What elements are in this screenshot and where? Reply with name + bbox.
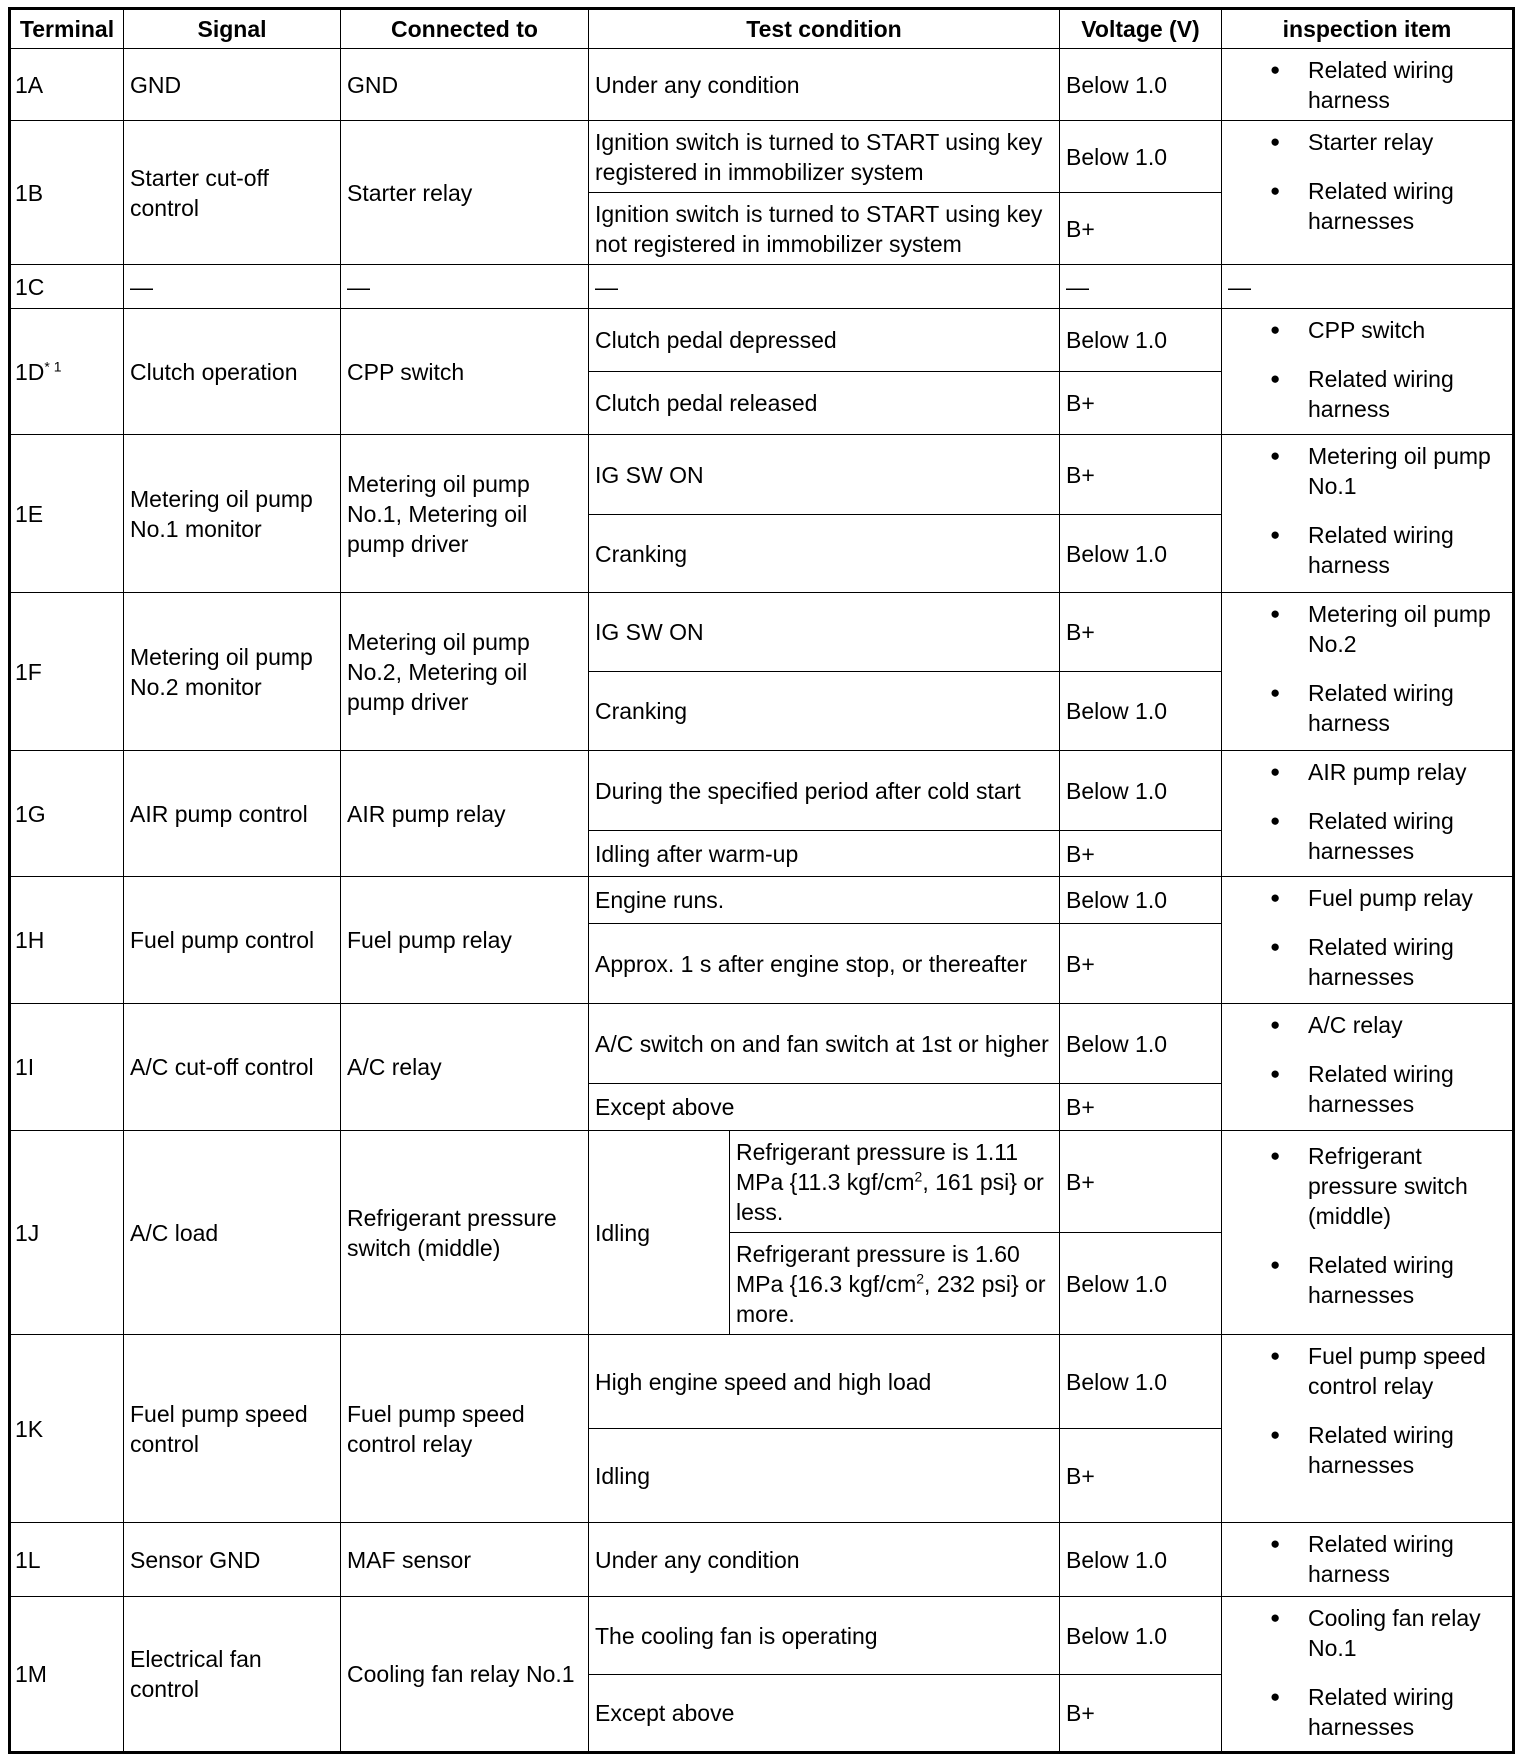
- inspection-cell: [1222, 49, 1514, 121]
- signal-cell: GND: [124, 49, 341, 121]
- inspection-cell: [1222, 309, 1514, 435]
- connected-to-cell: A/C relay: [341, 1004, 589, 1131]
- inspection-list: [1226, 1010, 1508, 1119]
- inspection-list: [1226, 1141, 1508, 1310]
- inspection-item: ● Fuel pump speed control relay: [1226, 1341, 1508, 1401]
- test-condition-cell: Idling after warm-up: [589, 831, 1060, 877]
- inspection-cell: [1222, 593, 1514, 751]
- terminal-cell: 1A: [10, 49, 124, 121]
- inspection-item: ● Related wiring harness: [1226, 55, 1508, 115]
- voltage-cell: Below 1.0: [1060, 877, 1222, 924]
- table-row: [10, 877, 1514, 924]
- inspection-cell: [1222, 751, 1514, 877]
- inspection-cell: [1222, 1131, 1514, 1335]
- superscript: 2: [914, 1167, 923, 1184]
- terminal-cell: 1F: [10, 593, 124, 751]
- inspection-list: [1226, 1529, 1508, 1589]
- test-condition-cell: Ignition switch is turned to START using key registered in immobilizer system: [589, 121, 1060, 193]
- inspection-list: [1226, 55, 1508, 115]
- voltage-cell: Below 1.0: [1060, 1335, 1222, 1429]
- signal-cell: A/C cut-off control: [124, 1004, 341, 1131]
- table-row: [10, 435, 1514, 515]
- voltage-cell: B+: [1060, 831, 1222, 877]
- terminal-cell: 1I: [10, 1004, 124, 1131]
- inspection-item: ● Related wiring harness: [1226, 678, 1508, 738]
- inspection-item: ● Related wiring harnesses: [1226, 1420, 1508, 1480]
- test-condition-cell: IG SW ON: [589, 435, 1060, 515]
- test-condition-cell: Clutch pedal released: [589, 372, 1060, 435]
- inspection-item: ● Related wiring harnesses: [1226, 1059, 1508, 1119]
- test-condition-cell: Cranking: [589, 515, 1060, 593]
- test-condition-cell: Ignition switch is turned to START using key not registered in immobilizer system: [589, 193, 1060, 265]
- header-signal: Signal: [124, 9, 341, 49]
- connected-to-cell: Refrigerant pressure switch (middle): [341, 1131, 589, 1335]
- inspection-item: ● Fuel pump relay: [1226, 883, 1508, 913]
- table-row: [10, 593, 1514, 672]
- inspection-cell: —: [1222, 265, 1514, 309]
- signal-cell: AIR pump control: [124, 751, 341, 877]
- voltage-cell: Below 1.0: [1060, 309, 1222, 372]
- signal-cell: Sensor GND: [124, 1523, 341, 1597]
- voltage-cell: Below 1.0: [1060, 1004, 1222, 1084]
- connected-to-cell: MAF sensor: [341, 1523, 589, 1597]
- test-subcondition-cell: [730, 1131, 1060, 1233]
- inspection-item: ● Related wiring harnesses: [1226, 1682, 1508, 1742]
- voltage-cell: Below 1.0: [1060, 121, 1222, 193]
- inspection-cell: [1222, 1335, 1514, 1523]
- voltage-cell: —: [1060, 265, 1222, 309]
- test-condition-cell: —: [589, 265, 1060, 309]
- table-row: [10, 309, 1514, 372]
- voltage-cell: B+: [1060, 435, 1222, 515]
- signal-cell: Clutch operation: [124, 309, 341, 435]
- table-row: [10, 1131, 1514, 1233]
- voltage-cell: Below 1.0: [1060, 1233, 1222, 1335]
- signal-cell: Starter cut-off control: [124, 121, 341, 265]
- inspection-item: ● AIR pump relay: [1226, 757, 1508, 787]
- test-condition-cell: The cooling fan is operating: [589, 1597, 1060, 1675]
- terminal-cell: [10, 309, 124, 435]
- subcondition-text: Refrigerant pressure is 1.11 MPa {11.3 kgf/cm: [736, 1138, 1019, 1195]
- inspection-cell: [1222, 435, 1514, 593]
- test-condition-cell: Approx. 1 s after engine stop, or thereafter: [589, 924, 1060, 1004]
- test-subcondition-cell: [730, 1233, 1060, 1335]
- voltage-cell: B+: [1060, 1131, 1222, 1233]
- inspection-cell: [1222, 1523, 1514, 1597]
- inspection-item: ● Related wiring harness: [1226, 364, 1508, 424]
- terminal-cell: 1G: [10, 751, 124, 877]
- connected-to-cell: Fuel pump relay: [341, 877, 589, 1004]
- inspection-list: [1226, 883, 1508, 992]
- signal-cell: Electrical fan control: [124, 1597, 341, 1753]
- inspection-list: [1226, 441, 1508, 580]
- test-condition-cell: Clutch pedal depressed: [589, 309, 1060, 372]
- inspection-cell: [1222, 1597, 1514, 1753]
- test-condition-cell: IG SW ON: [589, 593, 1060, 672]
- connected-to-cell: AIR pump relay: [341, 751, 589, 877]
- header-voltage: Voltage (V): [1060, 9, 1222, 49]
- test-condition-cell: Under any condition: [589, 49, 1060, 121]
- voltage-cell: B+: [1060, 1084, 1222, 1131]
- test-condition-cell: Under any condition: [589, 1523, 1060, 1597]
- voltage-cell: Below 1.0: [1060, 1523, 1222, 1597]
- subcondition-text: , 161 psi} or less.: [736, 1168, 1044, 1225]
- header-test-condition: Test condition: [589, 9, 1060, 49]
- test-condition-cell: Idling: [589, 1131, 730, 1335]
- connected-to-cell: Metering oil pump No.2, Metering oil pump driver: [341, 593, 589, 751]
- table-row: [10, 751, 1514, 831]
- inspection-list: [1226, 599, 1508, 738]
- test-condition-cell: Except above: [589, 1675, 1060, 1753]
- table-row: [10, 1523, 1514, 1597]
- inspection-cell: [1222, 121, 1514, 265]
- voltage-cell: B+: [1060, 1429, 1222, 1523]
- test-condition-cell: A/C switch on and fan switch at 1st or higher: [589, 1004, 1060, 1084]
- signal-cell: Fuel pump control: [124, 877, 341, 1004]
- voltage-cell: Below 1.0: [1060, 672, 1222, 751]
- inspection-list: [1226, 1341, 1508, 1480]
- voltage-cell: B+: [1060, 1675, 1222, 1753]
- inspection-item: ● Related wiring harness: [1226, 520, 1508, 580]
- terminal-voltage-table: [8, 7, 1515, 1754]
- inspection-list: [1226, 127, 1508, 236]
- test-condition-cell: Cranking: [589, 672, 1060, 751]
- terminal-cell: 1C: [10, 265, 124, 309]
- table-row: [10, 1597, 1514, 1675]
- table-row: [10, 1004, 1514, 1084]
- terminal-cell: 1B: [10, 121, 124, 265]
- signal-cell: Fuel pump speed control: [124, 1335, 341, 1523]
- subcondition-text: , 232 psi} or more.: [736, 1270, 1046, 1327]
- connected-to-cell: Cooling fan relay No.1: [341, 1597, 589, 1753]
- superscript: 2: [916, 1269, 925, 1286]
- table-row: [10, 265, 1514, 309]
- connected-to-cell: Fuel pump speed control relay: [341, 1335, 589, 1523]
- header-inspection-item: inspection item: [1222, 9, 1514, 49]
- terminal-cell: 1M: [10, 1597, 124, 1753]
- header-terminal: Terminal: [10, 9, 124, 49]
- inspection-item: ● Related wiring harnesses: [1226, 806, 1508, 866]
- inspection-cell: [1222, 1004, 1514, 1131]
- voltage-cell: B+: [1060, 193, 1222, 265]
- terminal-cell: 1H: [10, 877, 124, 1004]
- test-condition-cell: Idling: [589, 1429, 1060, 1523]
- terminal-label: 1D: [15, 358, 45, 385]
- inspection-cell: [1222, 877, 1514, 1004]
- voltage-cell: Below 1.0: [1060, 751, 1222, 831]
- terminal-voltage-table-container: [8, 7, 1515, 1754]
- inspection-item: ● Related wiring harnesses: [1226, 932, 1508, 992]
- inspection-item: ● Related wiring harnesses: [1226, 176, 1508, 236]
- terminal-cell: 1J: [10, 1131, 124, 1335]
- test-condition-cell: During the specified period after cold start: [589, 751, 1060, 831]
- inspection-item: ● CPP switch: [1226, 315, 1508, 345]
- inspection-list: [1226, 315, 1508, 424]
- signal-cell: A/C load: [124, 1131, 341, 1335]
- inspection-item: ● Refrigerant pressure switch (middle): [1226, 1141, 1508, 1231]
- connected-to-cell: Starter relay: [341, 121, 589, 265]
- inspection-list: [1226, 1603, 1508, 1742]
- inspection-item: ● A/C relay: [1226, 1010, 1508, 1040]
- footnote-marker: * 1: [44, 357, 62, 374]
- table-row: [10, 121, 1514, 193]
- inspection-item: ● Related wiring harnesses: [1226, 1250, 1508, 1310]
- table-row: [10, 1335, 1514, 1429]
- terminal-cell: 1E: [10, 435, 124, 593]
- header-row: [10, 9, 1514, 49]
- test-condition-cell: Engine runs.: [589, 877, 1060, 924]
- connected-to-cell: —: [341, 265, 589, 309]
- table-row: [10, 49, 1514, 121]
- subcondition-text: Refrigerant pressure is 1.60 MPa {16.3 kgf/cm: [736, 1240, 1020, 1297]
- voltage-cell: Below 1.0: [1060, 49, 1222, 121]
- terminal-cell: 1L: [10, 1523, 124, 1597]
- signal-cell: —: [124, 265, 341, 309]
- test-condition-cell: High engine speed and high load: [589, 1335, 1060, 1429]
- signal-cell: Metering oil pump No.1 monitor: [124, 435, 341, 593]
- voltage-cell: B+: [1060, 372, 1222, 435]
- terminal-cell: 1K: [10, 1335, 124, 1523]
- voltage-cell: Below 1.0: [1060, 1597, 1222, 1675]
- test-condition-cell: Except above: [589, 1084, 1060, 1131]
- connected-to-cell: Metering oil pump No.1, Metering oil pump driver: [341, 435, 589, 593]
- inspection-item: ● Cooling fan relay No.1: [1226, 1603, 1508, 1663]
- signal-cell: Metering oil pump No.2 monitor: [124, 593, 341, 751]
- inspection-item: ● Related wiring harness: [1226, 1529, 1508, 1589]
- voltage-cell: B+: [1060, 593, 1222, 672]
- header-connected-to: Connected to: [341, 9, 589, 49]
- inspection-item: ● Metering oil pump No.2: [1226, 599, 1508, 659]
- inspection-item: ● Metering oil pump No.1: [1226, 441, 1508, 501]
- voltage-cell: B+: [1060, 924, 1222, 1004]
- connected-to-cell: GND: [341, 49, 589, 121]
- inspection-item: ● Starter relay: [1226, 127, 1508, 157]
- inspection-list: [1226, 757, 1508, 866]
- connected-to-cell: CPP switch: [341, 309, 589, 435]
- voltage-cell: Below 1.0: [1060, 515, 1222, 593]
